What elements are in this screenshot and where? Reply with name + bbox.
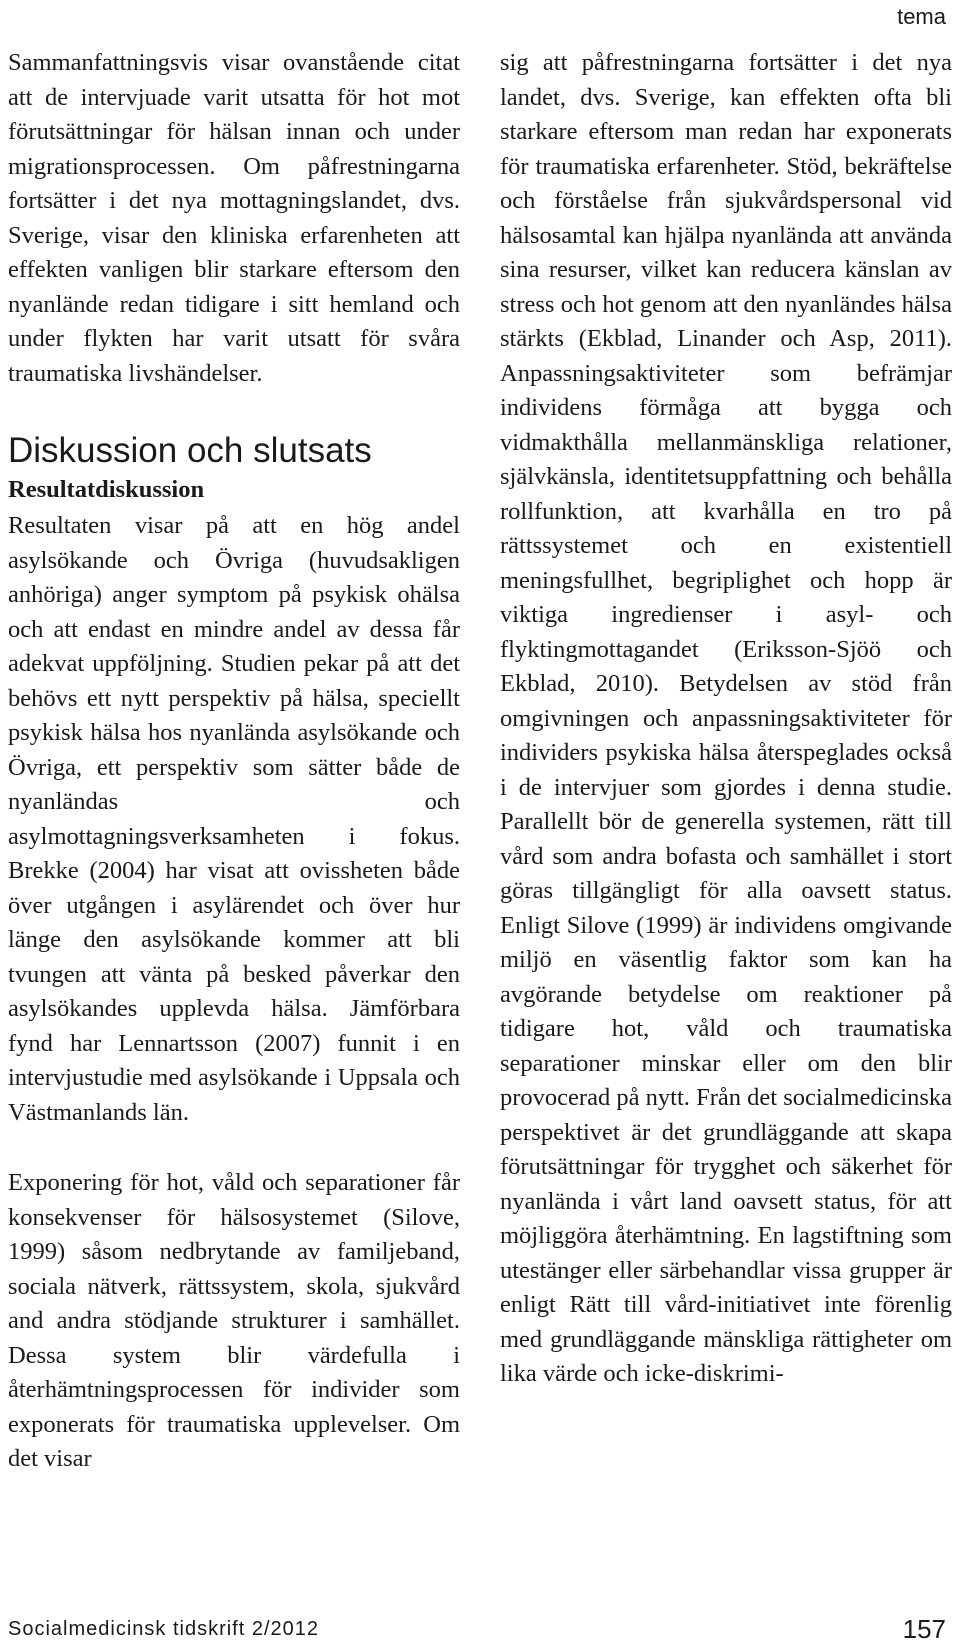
page-number: 157 [902, 1614, 946, 1644]
subsection-heading: Resultatdiskussion [8, 476, 205, 503]
discussion-paragraph-1: Resultaten visar på att en hög andel asylsökande och Övriga (huvudsakligen anhöriga) anger symptom på psykisk ohälsa och att endast en mindre andel av dessa får adekvat uppföljning. Studien pekar på att det behövs ett nytt perspektiv på hälsa, speciellt psykisk hälsa hos nyanlända asylsökande och Övriga, ett perspektiv som sätter både de nyanländas och asylmottagningsverksamheten i fokus. Brekke (2004) har visat att ovissheten både över utgången i asylärendet och över hur länge den asylsökande kommer att bli tvungen att vänta på besked påverkar den asylsökandes upplevda hälsa. Jämförbara fynd har Lennartsson (2007) funnit i en intervjustudie med asylsökande i Uppsala och Västmanlands län. [8, 512, 460, 1126]
section-tag: tema [897, 4, 946, 29]
intro-paragraph: Sammanfattningsvis visar ovanstående citat att de intervjuade varit utsatta för hot mot förutsättningar för hälsan innan och under migrationsprocessen. Om påfrestningarna fortsätter i det nya mottagningslandet, dvs. Sverige, visar den kliniska erfarenheten att effekten vanligen blir starkare eftersom den nyanlände redan tidigare i sitt hemland och under flykten har varit utsatt för svåra traumatiska livshändelser. [8, 49, 460, 387]
section-heading: Diskussion och slutsats [8, 431, 372, 470]
left-column [8, 46, 460, 1477]
discussion-paragraph-2: Exponering för hot, våld och separationer får konsekvenser för hälsosystemet (Silove, 1999) såsom nedbrytande av familjeband, sociala nätverk, rättssystem, skola, sjukvård and andra stödjande strukturer i samhället. Dessa system blir värdefulla i återhämtningsprocessen för individer som exponerats för traumatiska upplevelser. Om det visar [8, 1169, 460, 1472]
right-column [500, 46, 952, 1392]
right-column-paragraph: sig att påfrestningarna fortsätter i det nya landet, dvs. Sverige, kan effekten ofta bli starkare eftersom man redan har exponerats för traumatiska erfarenheter. Stöd, bekräftelse och förståelse från sjukvårdspersonal vid hälsosamtal kan hjälpa nyanlända att använda sina resurser, vilket kan reducera känslan av stress och hot genom att den nyanländes hälsa stärkts (Ekblad, Linander och Asp, 2011). Anpassningsaktiviteter som befrämjar individens förmåga att bygga och vidmakthålla mellanmänskliga relationer, självkänsla, identitetsuppfattning och behålla rollfunktion, att kvarhålla en tro på rättssystemet och en existentiell meningsfullhet, begriplighet och hopp är viktiga ingredienser i asyl- och flyktingmottagandet (Eriksson-Sjöö och Ekblad, 2010). Betydelsen av stöd från omgivningen och anpassningsaktiviteter för individers psykiska hälsa återspeglades också i de intervjuer som gjordes i denna studie. Parallellt bör de generella systemen, rätt till vård som andra bofasta och samhället i stort göras tillgängligt för alla oavsett status. Enligt Silove (1999) är individens omgivande miljö en väsentlig faktor som kan ha avgörande betydelse om reaktioner på tidigare hot, våld och traumatiska separationer minskar eller om den blir provocerad på nytt. Från det socialmedicinska perspektivet är det grundläggande att skapa förutsättningar för trygghet och säkerhet för nyanlända i vårt land oavsett status, för att möjliggöra återhämtning. En lagstiftning som utestänger eller särbehandlar vissa grupper är enligt Rätt till vård-initiativet inte förenlig med grundläggande mänskliga rättigheter om lika värde och icke-diskrimi- [500, 49, 952, 1387]
journal-name: Socialmedicinsk tidskrift 2/2012 [8, 1618, 320, 1640]
